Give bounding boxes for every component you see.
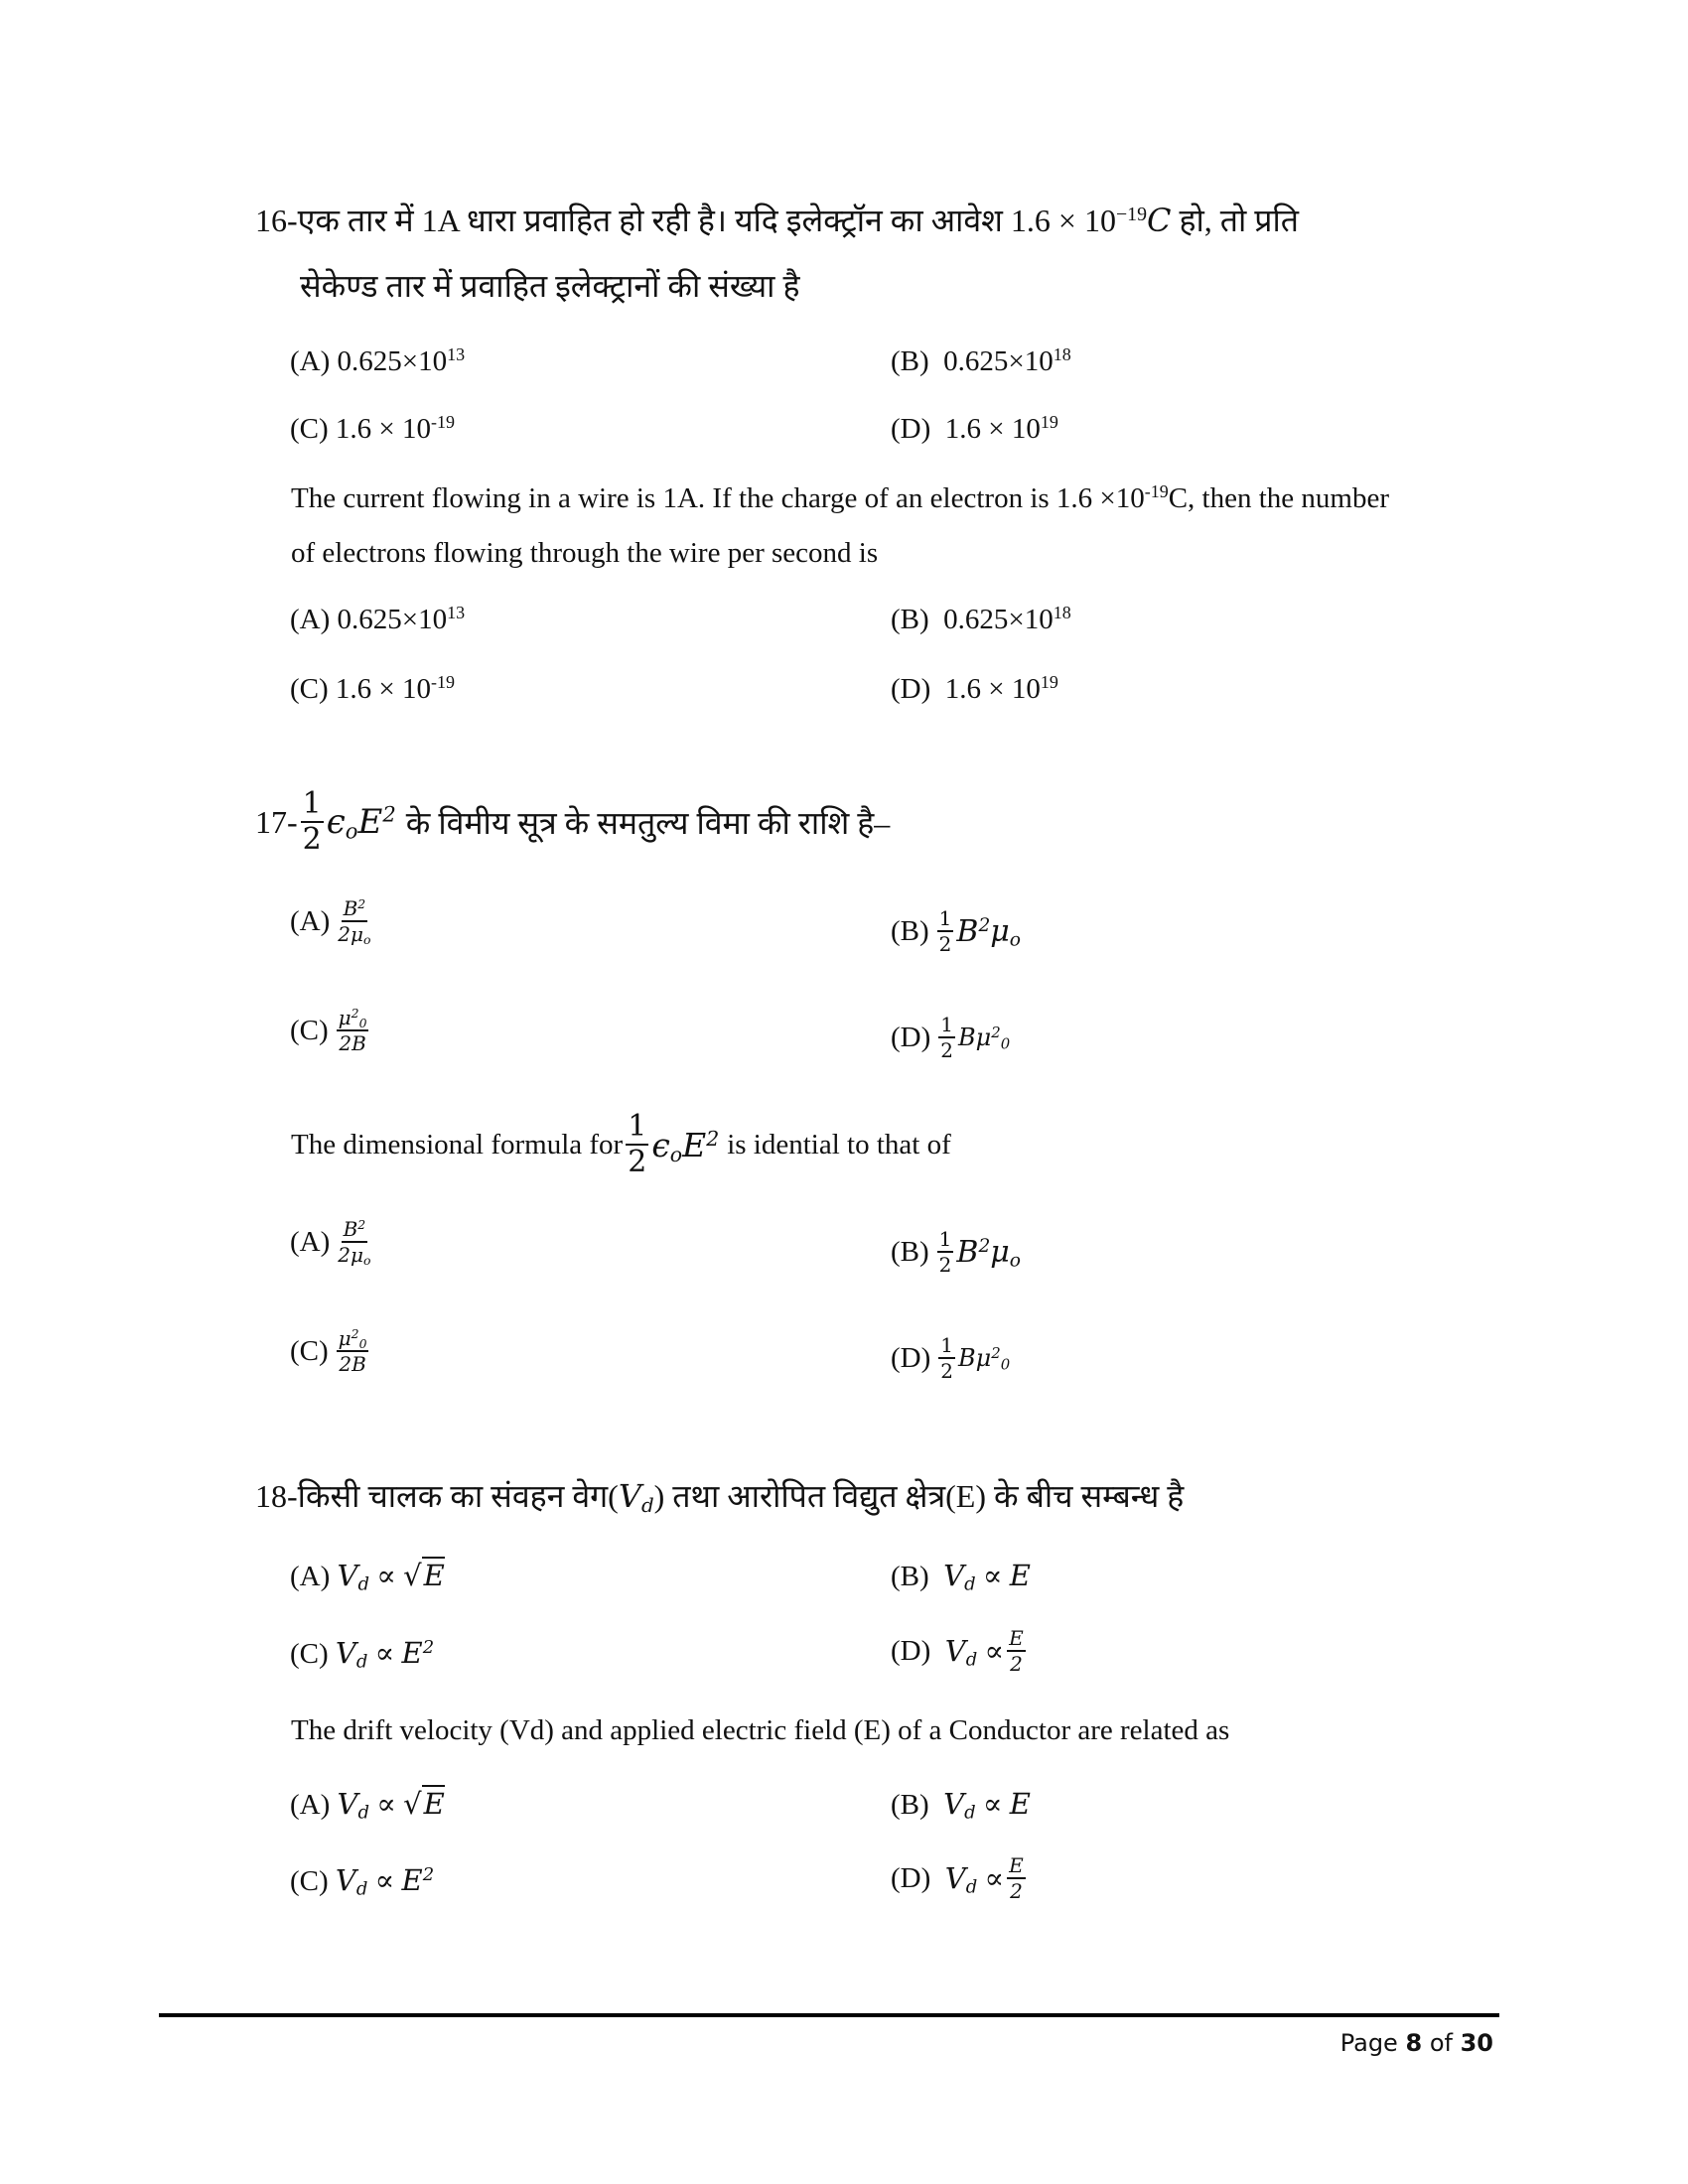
- question-16-hindi-line-2: सेकेण्ड तार में प्रवाहित इलेक्ट्रानों की संख्या है: [300, 268, 800, 304]
- option-d[interactable]: (D) $\frac{1}{2}$ $B\mu^2_0$: [891, 1333, 1011, 1383]
- option-d[interactable]: (D) $1.6 \times 10^{19}$: [891, 412, 1058, 445]
- fraction-half: $\frac{1}{2}$: [302, 786, 322, 857]
- question-18-hindi-stem: 18-किसी चालक का संवहन $वेग(V_d)$ तथा आरोपित विद्युत क्षेत्र(E) के बीच सम्बन्ध है: [255, 1477, 1185, 1517]
- question-number: 18-: [255, 1478, 298, 1514]
- option-a[interactable]: (A) $\frac{B^2}{2\mu_o}$: [290, 896, 371, 948]
- question-number: 17-: [255, 803, 298, 840]
- option-b[interactable]: (B) $\frac{1}{2}$ $B^2\mu_o$: [891, 906, 1021, 956]
- page-number: Page 8 of 30: [1339, 2029, 1493, 2057]
- fraction-half: $\frac{1}{2}$: [628, 1109, 647, 1179]
- question-16-english-line-1: The current flowing in a wire is 1A. If the charge of an electron is $1.6 \times 10^{-19}C$, then the number: [291, 481, 1390, 514]
- question-17-english-stem: The dimensional formula for $\frac{1}{2}$ $\epsilon_oE^2$ is idential to that of: [291, 1109, 951, 1179]
- option-a[interactable]: (A) $V_d \propto √E$: [290, 1787, 445, 1824]
- option-d[interactable]: (D) $1.6 \times 10^{19}$: [891, 672, 1058, 705]
- option-c[interactable]: (C) $1.6 \times 10^{-19}$: [290, 672, 455, 705]
- option-d[interactable]: (D) $V_d$ ∝ $\frac{E}{2}$: [891, 1853, 1024, 1903]
- option-c[interactable]: (C) $\frac{\mu^2_0}{2B}$: [290, 1006, 367, 1055]
- option-c[interactable]: (C) $1.6 \times 10^{-19}$: [290, 412, 455, 445]
- footer-divider: [159, 2013, 1499, 2017]
- option-d[interactable]: (D) $\frac{1}{2}$ $B\mu^2_0$: [891, 1013, 1011, 1062]
- question-17-hindi-stem: 17- $\frac{1}{2}$ $\epsilon_oE^2$ के विमीय सूत्र के समतुल्य विमा की राशि है–: [255, 786, 891, 857]
- question-18-english-stem: The drift velocity (Vd) and applied electric field (E) of a Conductor are related as: [291, 1714, 1230, 1746]
- option-b[interactable]: (B) $0.625\times 10^{18}$: [891, 603, 1071, 635]
- option-a[interactable]: (A) $0.625\times 10^{13}$: [290, 344, 466, 377]
- option-a[interactable]: (A) $V_d \propto √E$: [290, 1559, 445, 1595]
- option-b[interactable]: (B) $V_d \propto E$: [891, 1559, 1031, 1595]
- option-b[interactable]: (B) $V_d \propto E$: [891, 1787, 1031, 1824]
- option-c[interactable]: (C) $\frac{\mu^2_0}{2B}$: [290, 1326, 367, 1376]
- option-a[interactable]: (A) $\frac{B^2}{2\mu_o}$: [290, 1217, 371, 1269]
- option-b[interactable]: (B) $\frac{1}{2}$ $B^2\mu_o$: [891, 1227, 1021, 1277]
- option-c[interactable]: (C) $V_d \propto E^2$: [290, 1636, 435, 1673]
- option-b[interactable]: (B) $0.625\times 10^{18}$: [891, 344, 1071, 377]
- question-16-hindi-line-1: 16-एक तार में 1A धारा प्रवाहित हो रही है। यदि इलेक्ट्रॉन का आवेश $1.6 \times 10^{-19}C$ हो, तो प्रति: [255, 202, 1300, 239]
- question-number: 16-: [255, 203, 298, 238]
- option-d[interactable]: (D) $V_d$ ∝ $\frac{E}{2}$: [891, 1626, 1024, 1676]
- question-16-english-line-2: of electrons flowing through the wire per second is: [291, 537, 879, 569]
- option-a[interactable]: (A) $0.625\times 10^{13}$: [290, 603, 466, 635]
- option-c[interactable]: (C) $V_d \propto E^2$: [290, 1863, 435, 1900]
